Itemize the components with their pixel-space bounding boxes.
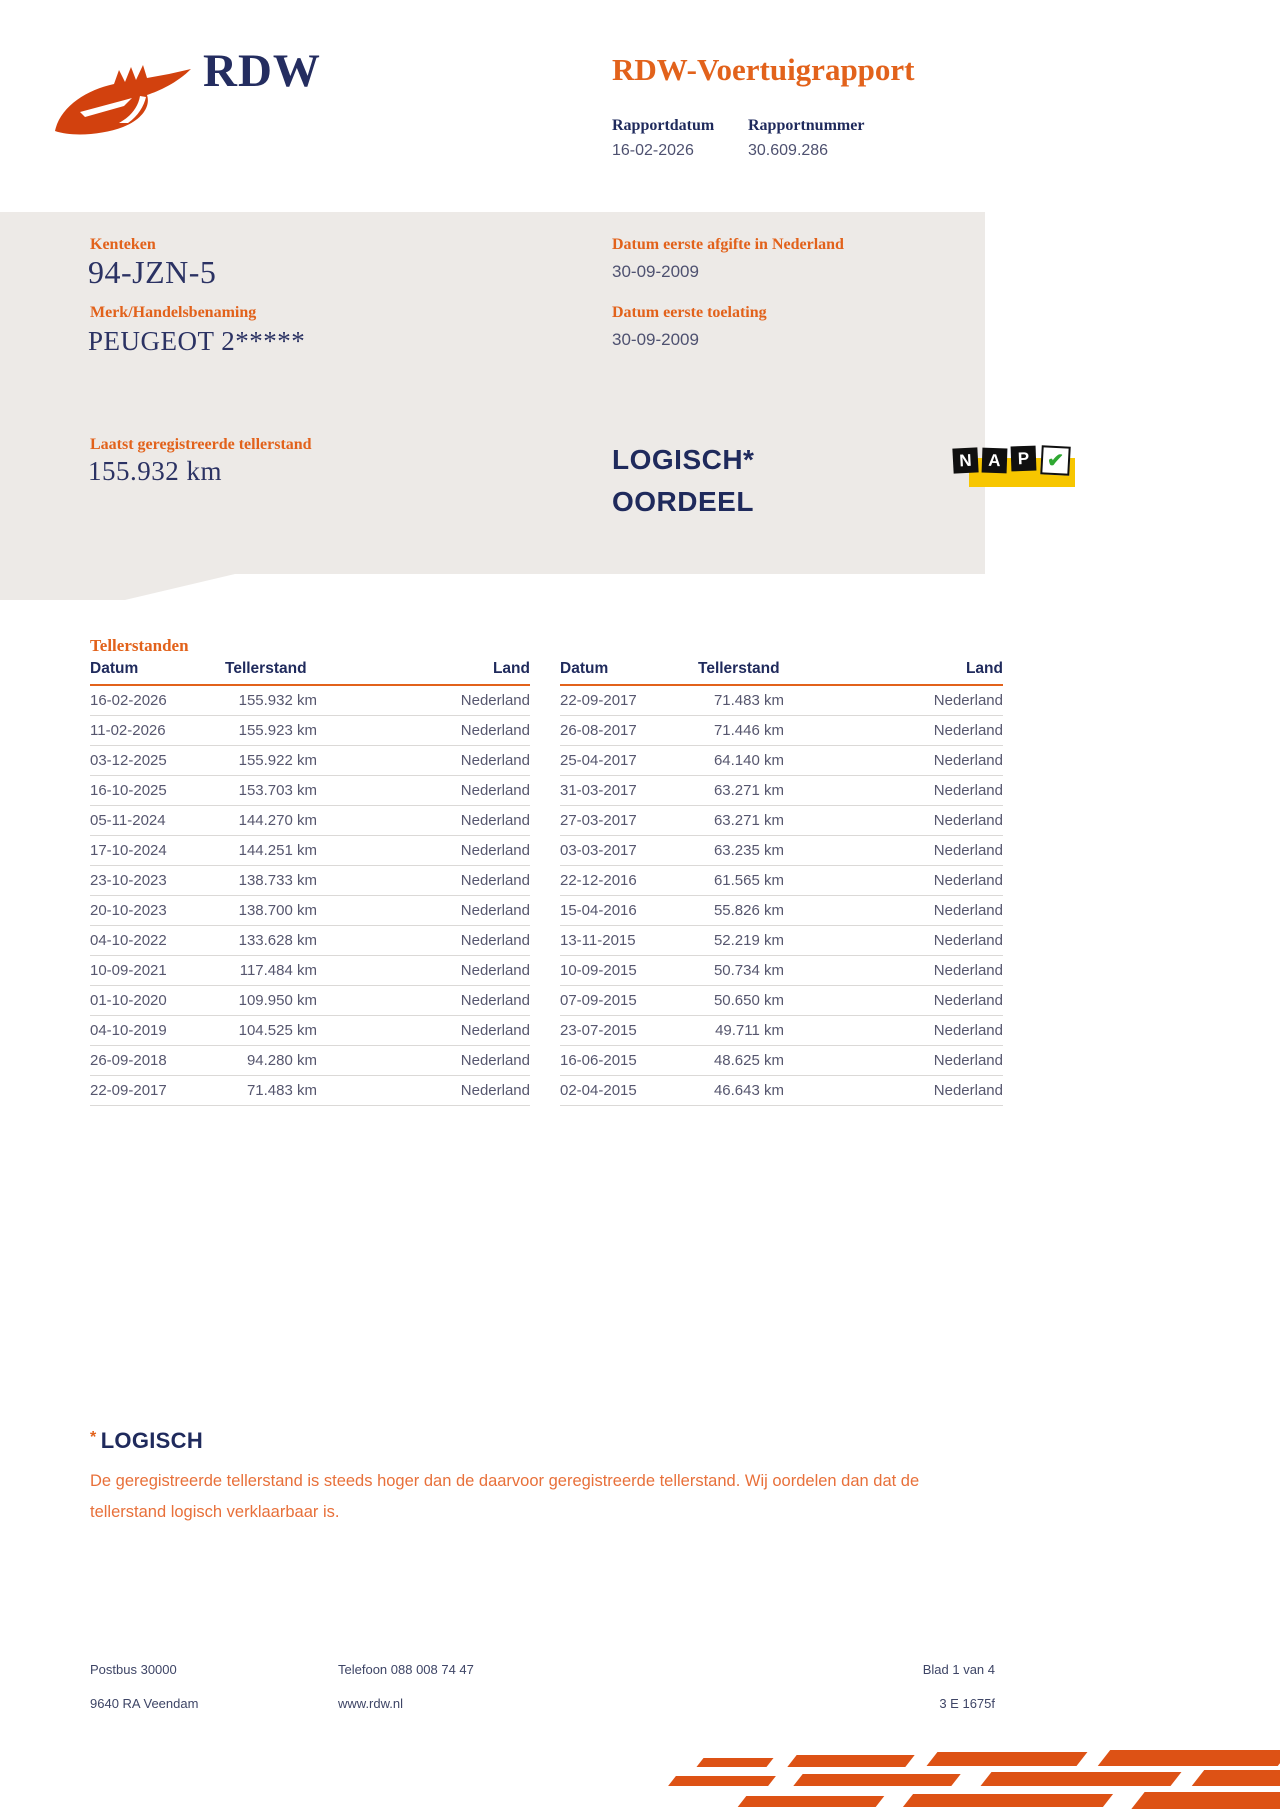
row-country: Nederland xyxy=(933,932,1003,949)
row-odometer: 71.446 km xyxy=(713,722,784,739)
header-tellerstand: Tellerstand xyxy=(225,660,307,677)
row-date: 22-09-2017 xyxy=(90,1082,167,1099)
table-row xyxy=(560,836,1003,866)
row-date: 03-03-2017 xyxy=(560,842,637,859)
tellerstanden-table-left xyxy=(90,660,530,1106)
row-date: 07-09-2015 xyxy=(560,992,637,1009)
table-row xyxy=(560,1046,1003,1076)
row-country: Nederland xyxy=(933,722,1003,739)
report-number-value: 30.609.286 xyxy=(748,142,829,159)
row-date: 17-10-2024 xyxy=(90,842,167,859)
kenteken-value: 94-JZN-5 xyxy=(88,254,217,290)
row-odometer: 71.483 km xyxy=(246,1082,317,1099)
row-odometer: 144.270 km xyxy=(238,812,317,829)
laatste-tellerstand-value: 155.932 km xyxy=(88,456,223,486)
row-odometer: 94.280 km xyxy=(246,1052,317,1069)
row-date: 26-09-2018 xyxy=(90,1052,167,1069)
tellerstanden-table-right xyxy=(560,660,1003,1106)
row-odometer: 153.703 km xyxy=(238,782,317,799)
table-row xyxy=(90,686,530,716)
footer-address-line2: 9640 RA Veendam xyxy=(90,1696,199,1711)
row-date: 15-04-2016 xyxy=(560,902,637,919)
row-country: Nederland xyxy=(460,962,530,979)
eerste-afgifte-label: Datum eerste afgifte in Nederland xyxy=(612,236,844,253)
footer-address-line1: Postbus 30000 xyxy=(90,1662,177,1677)
row-date: 04-10-2019 xyxy=(90,1022,167,1039)
row-country: Nederland xyxy=(460,932,530,949)
row-odometer: 155.923 km xyxy=(238,722,317,739)
laatste-tellerstand-label: Laatst geregistreerde tellerstand xyxy=(90,436,312,453)
table-row xyxy=(560,896,1003,926)
row-odometer: 49.711 km xyxy=(715,1022,784,1039)
row-country: Nederland xyxy=(933,992,1003,1009)
row-country: Nederland xyxy=(460,782,530,799)
row-country: Nederland xyxy=(933,1052,1003,1069)
table-row xyxy=(560,776,1003,806)
row-country: Nederland xyxy=(933,962,1003,979)
table-row xyxy=(90,806,530,836)
row-country: Nederland xyxy=(933,1022,1003,1039)
row-date: 16-02-2026 xyxy=(90,692,167,709)
row-odometer: 138.733 km xyxy=(238,872,317,889)
asterisk-marker: * xyxy=(90,1429,97,1446)
row-odometer: 52.219 km xyxy=(713,932,784,949)
row-date: 02-04-2015 xyxy=(560,1082,637,1099)
table-header-row xyxy=(560,660,1003,686)
header-land: Land xyxy=(492,660,530,677)
footer-doc-code: 3 E 1675f xyxy=(939,1696,995,1711)
footer-website: www.rdw.nl xyxy=(338,1696,404,1711)
row-odometer: 117.484 km xyxy=(239,962,317,979)
row-country: Nederland xyxy=(460,872,530,889)
table-row xyxy=(90,956,530,986)
row-odometer: 46.643 km xyxy=(713,1082,784,1099)
row-date: 11-02-2026 xyxy=(90,722,166,739)
table-row xyxy=(90,776,530,806)
nap-letter-p: P xyxy=(1011,446,1037,472)
table-row xyxy=(560,1016,1003,1046)
table-row xyxy=(560,866,1003,896)
table-row xyxy=(560,716,1003,746)
table-row xyxy=(90,926,530,956)
table-row xyxy=(560,686,1003,716)
row-date: 05-11-2024 xyxy=(90,812,166,829)
header-land: Land xyxy=(965,660,1003,677)
row-date: 22-12-2016 xyxy=(560,872,637,889)
row-odometer: 61.565 km xyxy=(713,872,784,889)
row-date: 10-09-2021 xyxy=(90,962,167,979)
row-date: 03-12-2025 xyxy=(90,752,167,769)
table-row xyxy=(560,806,1003,836)
row-date: 13-11-2015 xyxy=(560,932,636,949)
eerste-toelating-label: Datum eerste toelating xyxy=(612,304,767,321)
table-row xyxy=(90,716,530,746)
nap-checkmark-icon: ✔ xyxy=(1040,445,1070,475)
report-number-label: Rapportnummer xyxy=(748,117,865,134)
report-date-label: Rapportdatum xyxy=(612,117,715,134)
eerste-afgifte-value: 30-09-2009 xyxy=(612,262,699,281)
nap-letter-n: N xyxy=(952,447,978,473)
table-row xyxy=(90,896,530,926)
row-odometer: 63.271 km xyxy=(713,812,784,829)
row-country: Nederland xyxy=(460,692,530,709)
row-odometer: 63.271 km xyxy=(713,782,784,799)
header-datum: Datum xyxy=(90,660,139,677)
table-row xyxy=(90,866,530,896)
row-country: Nederland xyxy=(460,1022,530,1039)
row-country: Nederland xyxy=(933,872,1003,889)
table-row xyxy=(560,986,1003,1016)
row-odometer: 63.235 km xyxy=(713,842,784,859)
row-country: Nederland xyxy=(460,812,530,829)
report-date-value: 16-02-2026 xyxy=(612,142,694,159)
tellerstanden-heading: Tellerstanden xyxy=(90,636,189,655)
row-date: 23-07-2015 xyxy=(560,1022,637,1039)
row-country: Nederland xyxy=(460,752,530,769)
row-odometer: 50.734 km xyxy=(713,962,784,979)
logisch-explanation-heading xyxy=(90,1428,203,1454)
table-row xyxy=(90,746,530,776)
nap-letter-a: A xyxy=(982,448,1008,474)
row-odometer: 155.932 km xyxy=(238,692,317,709)
row-country: Nederland xyxy=(460,1052,530,1069)
row-odometer: 104.525 km xyxy=(238,1022,317,1039)
row-date: 25-04-2017 xyxy=(560,752,637,769)
merk-value: PEUGEOT 2***** xyxy=(88,326,306,356)
rdw-logo-swoosh-icon xyxy=(52,55,192,144)
oordeel-line2: OORDEEL xyxy=(612,486,754,517)
row-odometer: 64.140 km xyxy=(713,752,784,769)
row-country: Nederland xyxy=(933,842,1003,859)
row-date: 26-08-2017 xyxy=(560,722,637,739)
row-country: Nederland xyxy=(933,692,1003,709)
row-country: Nederland xyxy=(933,752,1003,769)
row-date: 01-10-2020 xyxy=(90,992,167,1009)
row-date: 16-10-2025 xyxy=(90,782,167,799)
eerste-toelating-value: 30-09-2009 xyxy=(612,330,699,349)
row-country: Nederland xyxy=(933,902,1003,919)
table-row xyxy=(560,926,1003,956)
table-row xyxy=(560,746,1003,776)
row-country: Nederland xyxy=(460,1082,530,1099)
page-title: RDW-Voertuigrapport xyxy=(612,52,915,87)
row-country: Nederland xyxy=(460,992,530,1009)
row-date: 04-10-2022 xyxy=(90,932,167,949)
row-odometer: 155.922 km xyxy=(238,752,317,769)
row-country: Nederland xyxy=(933,1082,1003,1099)
row-odometer: 48.625 km xyxy=(713,1052,784,1069)
rdw-logo-text: RDW xyxy=(203,45,321,97)
table-row xyxy=(90,986,530,1016)
table-row xyxy=(90,1046,530,1076)
row-odometer: 144.251 km xyxy=(238,842,317,859)
table-row xyxy=(90,1016,530,1046)
table-row xyxy=(560,956,1003,986)
table-row xyxy=(90,836,530,866)
row-odometer: 71.483 km xyxy=(713,692,784,709)
footer-phone: Telefoon 088 008 74 47 xyxy=(338,1662,474,1677)
table-header-row xyxy=(90,660,530,686)
logisch-explanation-body: De geregistreerde tellerstand is steeds hoger dan de daarvoor geregistreerde tellerstand. Wij oordelen dan dat de tellerstand logisch verklaarbaar is. xyxy=(90,1472,920,1521)
row-date: 27-03-2017 xyxy=(560,812,637,829)
header-tellerstand: Tellerstand xyxy=(698,660,780,677)
row-country: Nederland xyxy=(460,902,530,919)
row-date: 10-09-2015 xyxy=(560,962,637,979)
oordeel-line1: LOGISCH* xyxy=(612,444,755,475)
table-row xyxy=(90,1076,530,1106)
footer-page-number: Blad 1 van 4 xyxy=(922,1662,995,1677)
header-datum: Datum xyxy=(560,660,609,677)
row-odometer: 138.700 km xyxy=(238,902,317,919)
row-odometer: 50.650 km xyxy=(713,992,784,1009)
table-row xyxy=(560,1076,1003,1106)
row-odometer: 133.628 km xyxy=(238,932,317,949)
row-odometer: 109.950 km xyxy=(238,992,317,1009)
row-country: Nederland xyxy=(460,722,530,739)
row-date: 16-06-2015 xyxy=(560,1052,637,1069)
row-odometer: 55.826 km xyxy=(713,902,784,919)
merk-label: Merk/Handelsbenaming xyxy=(90,304,257,321)
row-country: Nederland xyxy=(460,842,530,859)
row-country: Nederland xyxy=(933,782,1003,799)
logisch-heading-text: LOGISCH xyxy=(100,1428,204,1453)
row-date: 23-10-2023 xyxy=(90,872,167,889)
row-country: Nederland xyxy=(933,812,1003,829)
nap-logo xyxy=(953,441,1075,491)
kenteken-label: Kenteken xyxy=(90,236,156,253)
row-date: 20-10-2023 xyxy=(90,902,167,919)
row-date: 22-09-2017 xyxy=(560,692,637,709)
row-date: 31-03-2017 xyxy=(560,782,637,799)
